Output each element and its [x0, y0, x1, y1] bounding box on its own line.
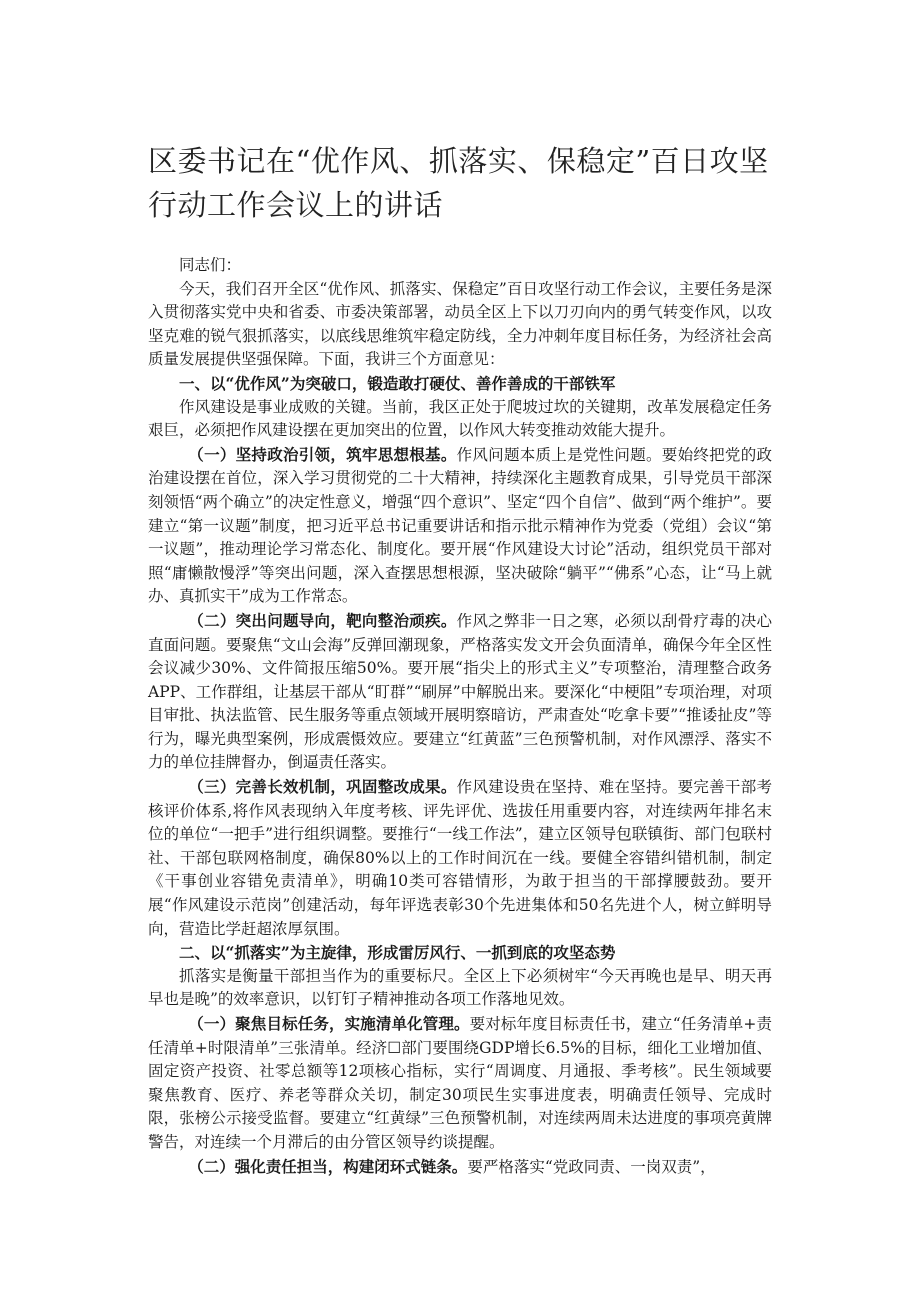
subsection-lead: （三）完善长效机制，巩固整改成果。 [188, 777, 457, 797]
subsection-body: 作风问题本质上是党性问题。要始终把党的政治建设摆在首位，深入学习贯彻党的二十大精神，持续深化主题教育成果，引导党员干部深刻领悟“两个确立”的决定性意义，增强“四个意识”、坚定“四个自信”、做到“两个维护”。要建立“第一议题”制度，把习近平总书记重要讲话和指示批示精神作为党委（党组）会议“第一议题”，推动理论学习常态化、制度化。要开展“作风建设大讨论”活动，组织党员干部对照“庸懒散慢浮”等突出问题，深入查摆思想根源，坚决破除“躺平”“佛系”心态，让“马上就办、真抓实干”成为工作常态。 [148, 445, 772, 606]
section-heading: 二、以“抓落实”为主旋律，形成雷厉风行、一抓到底的攻坚态势 [179, 943, 616, 963]
subsection-lead: （二）强化责任担当，构建闭环式链条。 [188, 1156, 468, 1176]
section-intro: 抓落实是衡量干部担当作为的重要标尺。全区上下必须树牢“今天再晚也是早、明天再早也是晚”的效率意识，以钉钉子精神推动各项工作落地见效。 [148, 966, 772, 1009]
intro-paragraph: 今天，我们召开全区“优作风、抓落实、保稳定”百日攻坚行动工作会议，主要任务是深入贯彻落实党中央和省委、市委决策部署，动员全区上下以刀刃向内的勇气转变作风，以攻坚克难的锐气狠抓落实，以底线思维筑牢稳定防线，全力冲刺年度目标任务，为经济社会高质量发展提供坚强保障。下面，我讲三个方面意见： [148, 279, 772, 369]
subsection-paragraph [148, 609, 772, 775]
subsection-body: 要对标年度目标责任书，建立“任务清单+责任清单+时限清单”三张清单。经济☐部门要围绕GDP增长6.5%的目标，细化工业增加值、固定资产投资、社零总额等12项核心指标，实行“周调度、月通报、季考核”。民生领域要聚焦教育、医疗、养老等群众关切，制定30项民生实事进度表，明确责任领导、完成时限，张榜公示接受监督。要建立“红黄绿”三色预警机制，对连续两周未达进度的事项亮黄牌警告，对连续一个月滞后的由分管区领导约谈提醒。 [148, 1015, 772, 1151]
section-heading: 一、以“优作风”为突破口，锻造敢打硬仗、善作善成的干部铁军 [179, 373, 616, 393]
subsection-body: 作风建设贵在坚持、难在坚持。要完善干部考核评价体系,将作风表现纳入年度考核、评先评优、选拔任用重要内容，对连续两年排名末位的单位“一把手”进行组织调整。要推行“一线工作法”，建立区领导包联镇街、部门包联村社、干部包联网格制度，确保80%以上的工作时间沉在一线。要健全容错纠错机制，制定《干事创业容错免责清单》，明确10类可容错情形，为敢于担当的干部撑腰鼓劲。要开展“作风建设示范岗”创建活动，每年评选表彰30个先进集体和50名先进个人，树立鲜明导向，营造比学赶超浓厚氛围。 [148, 778, 772, 938]
document-title: 区委书记在“优作风、抓落实、保稳定”百日攻坚行动工作会议上的讲话 [148, 144, 769, 222]
subsection-paragraph [148, 1012, 772, 1155]
salutation: 同志们： [179, 256, 242, 274]
subsection-body: 要严格落实“党政同责、一岗双责”， [467, 1157, 716, 1176]
document-body [148, 254, 772, 1179]
section-intro: 作风建设是事业成败的关键。当前，我区正处于爬坡过坎的关键期，改革发展稳定任务艰巨，必须把作风建设摆在更加突出的位置，以作风大转变推动效能大提升。 [148, 397, 772, 440]
subsection-lead: （一）坚持政治引领，筑牢思想根基。 [188, 444, 457, 464]
subsection-paragraph [148, 1155, 772, 1180]
subsection-paragraph [148, 775, 772, 941]
subsection-body: 作风之弊非一日之寒，必须以刮骨疗毒的决心直面问题。要聚焦“文山会海”反弹回潮现象，严格落实发文开会负面清单，确保今年全区性会议减少30%、文件简报压缩50%。要开展“指尖上的形式主义”专项整治，清理整合政务APP、工作群组，让基层干部从“盯群”“刷屏”中解脱出来。要深化“中梗阻”专项治理，对项目审批、执法监管、民生服务等重点领域开展明察暗访，严肃查处“吃拿卡要”“推诿扯皮”等行为，曝光典型案例，形成震慑效应。要建立“红黄蓝”三色预警机制，对作风漂浮、落实不力的单位挂牌督办，倒逼责任落实。 [148, 611, 772, 772]
subsection-lead: （二）突出问题导向，靶向整治顽疾。 [188, 610, 457, 630]
subsection-paragraph [148, 443, 772, 609]
document-page [148, 0, 772, 1179]
subsection-lead: （一）聚焦目标任务，实施清单化管理。 [188, 1014, 470, 1033]
